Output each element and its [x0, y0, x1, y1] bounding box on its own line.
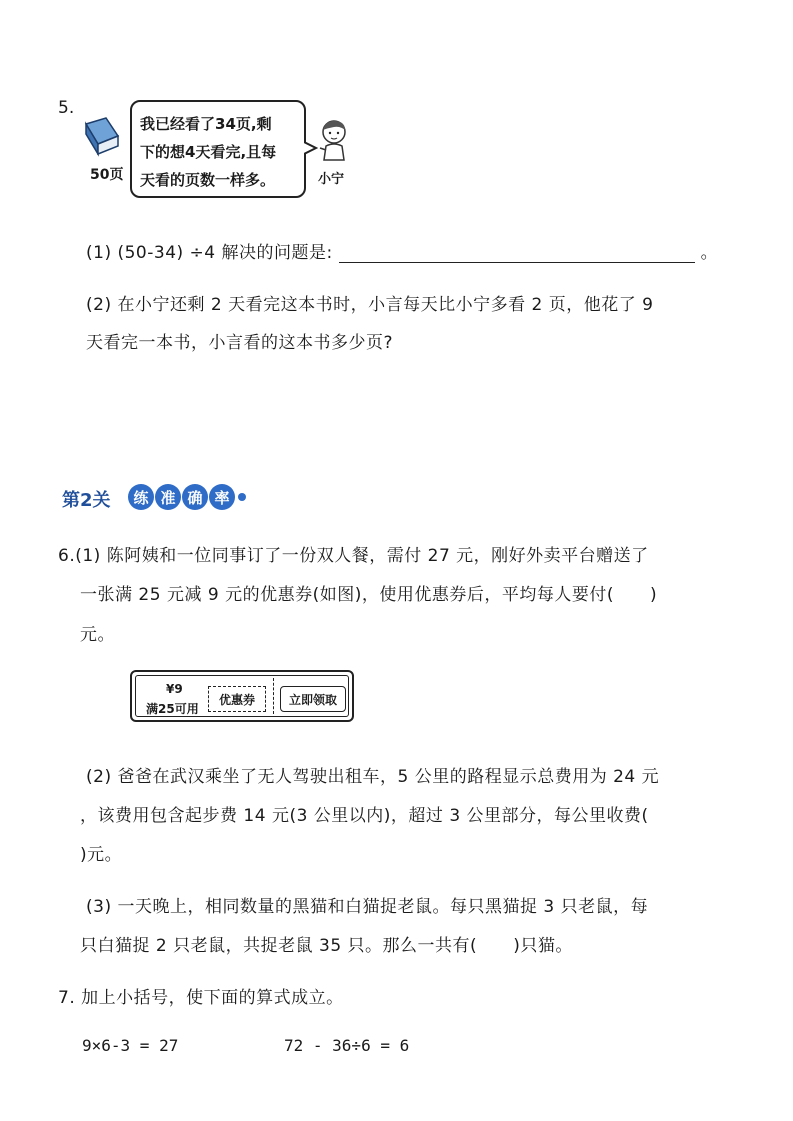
q5-part1 — [86, 238, 718, 263]
q6-part2-line3 — [80, 840, 122, 865]
q5-part1-end: 。 — [700, 243, 719, 263]
child-name-label: 小宁 — [318, 172, 345, 187]
book-icon — [82, 116, 122, 158]
question-6-number: 6. — [58, 546, 76, 566]
q6-part1-close-paren: ) — [649, 585, 658, 605]
badge-tail-dot — [238, 493, 246, 501]
book-pages-label: 50页 — [90, 167, 124, 183]
q7-equation-2: 72 - 36÷6 = 6 — [284, 1036, 410, 1055]
speech-bubble — [130, 100, 306, 198]
q6-part1-text: (1) 陈阿姨和一位同事订了一份双人餐，需付 27 元，刚好外卖平台赠送了 — [75, 546, 649, 566]
q5-answer-blank[interactable] — [339, 244, 695, 263]
q6-part2-line1: (2) 爸爸在武汉乘坐了无人驾驶出租车，5 公里的路程显示总费用为 24 元 — [86, 767, 660, 787]
coupon — [130, 670, 354, 722]
q6-part2-line3-text: )元。 — [80, 845, 123, 865]
q6-part1-line1 — [58, 541, 649, 566]
q7-equation-1: 9×6-3 = 27 — [82, 1036, 179, 1055]
q6-part1-line2-text: 一张满 25 元减 9 元的优惠券(如图)，使用优惠券后，平均每人要付( — [80, 585, 614, 605]
q5-part2-line1: (2) 在小宁还剩 2 天看完这本书时，小言每天比小宁多看 2 页，他花了 9 — [86, 295, 654, 315]
section-badge: 确 — [182, 484, 208, 510]
section-title: 第2关 — [62, 490, 111, 511]
q6-part1-line2 — [80, 580, 657, 605]
coupon-condition: 满25可用 — [146, 702, 199, 716]
coupon-claim-button: 立即领取 — [280, 686, 346, 712]
q5-part1-text: (1) (50-34) ÷4 解决的问题是: — [86, 243, 333, 263]
q6-part3-line1: (3) 一天晚上，相同数量的黑猫和白猫捉老鼠。每只黑猫捉 3 只老鼠，每 — [86, 897, 649, 917]
q6-part1-line3: 元。 — [80, 625, 115, 645]
q6-part2-line2: ，该费用包含起步费 14 元(3 公里以内)，超过 3 公里部分，每公里收费( — [80, 806, 649, 826]
question-5-number: 5. — [58, 98, 75, 118]
q6-part3-line2 — [80, 931, 573, 956]
q6-part3-line2-text: 只白猫捉 2 只老鼠，共捉老鼠 35 只。那么一共有( — [80, 936, 478, 956]
coupon-tag: 优惠券 — [208, 686, 266, 712]
q6-part3-line2-end: )只猫。 — [513, 936, 573, 956]
bubble-line-1: 我已经看了34页,剩 — [140, 115, 272, 133]
q5-part2-line2: 天看完一本书，小言看的这本书多少页? — [86, 333, 394, 353]
section-badge: 练 — [128, 484, 154, 510]
coupon-price: ¥9 — [166, 682, 183, 696]
child-avatar-icon — [316, 118, 350, 162]
bubble-line-2: 下的想4天看完,且每 — [140, 143, 277, 161]
coupon-separator — [273, 678, 274, 714]
section-badge: 准 — [155, 484, 181, 510]
coupon-inner-border — [135, 675, 349, 717]
question-7-prompt: 7. 加上小括号，使下面的算式成立。 — [58, 988, 344, 1008]
section-badge: 率 — [209, 484, 235, 510]
bubble-line-3: 天看的页数一样多。 — [140, 171, 276, 189]
section-badges — [128, 484, 246, 510]
